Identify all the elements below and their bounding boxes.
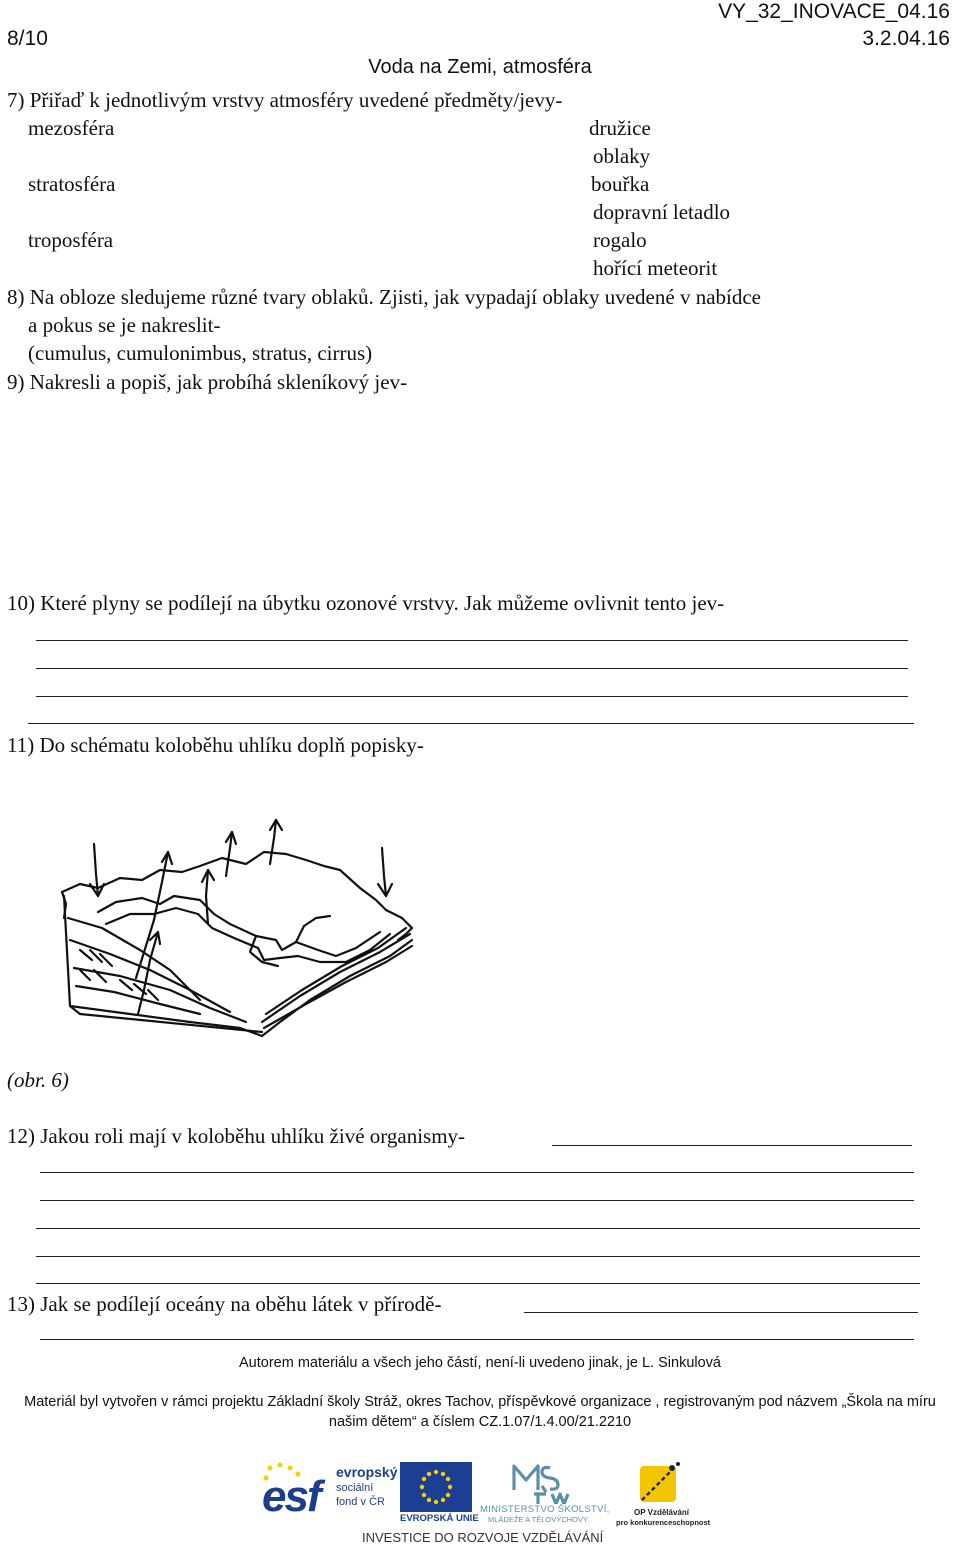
layer-troposfera: troposféra [28,228,114,252]
answer-line[interactable] [524,1312,918,1313]
item-dopravni-letadlo: dopravní letadlo [593,200,731,224]
question-10: 10) Které plyny se podílejí na úbytku ozonové vrstvy. Jak můžeme ovlivnit tento jev- [7,591,725,615]
document-date: 3.2.04.16 [862,27,950,50]
answer-line[interactable] [40,1172,914,1173]
question-12: 12) Jakou roli mají v koloběhu uhlíku živé organismy- [7,1124,466,1148]
op-line2: pro konkurenceschopnost [616,1518,711,1527]
item-bourka: bouřka [591,172,650,196]
document-code: VY_32_INOVACE_04.16 [718,0,950,23]
answer-line[interactable] [40,1339,914,1340]
msmt-logo [480,1460,610,1528]
esf-text-socialni: sociální [336,1482,374,1494]
answer-line[interactable] [36,668,908,669]
msmt-line2: MLÁDEŽE A TĚLOVÝCHOVY [488,1515,588,1524]
page-number: 8/10 [7,27,48,50]
project-note: Materiál byl vytvořen v rámci projektu Základní školy Stráž, okres Tachov, příspěvkové organizace , registrovaným pod názvem „Škola na míru [24,1394,936,1410]
item-horici-meteorit: hořící meteorit [593,256,718,280]
answer-line[interactable] [36,1228,920,1229]
answer-line[interactable] [36,696,908,697]
project-number: našim dětem“ a číslem CZ.1.07/1.4.00/21.2210 [328,1414,632,1430]
op-logo [616,1460,711,1528]
answer-line[interactable] [40,1200,914,1201]
msmt-line1: MINISTERSTVO ŠKOLSTVÍ, [480,1504,610,1515]
question-8-clouds: (cumulus, cumulonimbus, stratus, cirrus) [28,341,373,365]
op-line1: OP Vzdělávání [634,1508,689,1517]
esf-wordmark: esf [262,1472,320,1521]
answer-line[interactable] [28,723,914,724]
esf-text-evropsky: evropský [336,1464,398,1480]
question-7: 7) Přiřaď k jednotlivým vrstvy atmosféry uvedené předměty/jevy- [7,88,563,112]
question-11: 11) Do schématu koloběhu uhlíku doplň popisky- [7,733,424,757]
layer-mezosfera: mezosféra [28,116,115,140]
carbon-cycle-diagram [50,800,430,1050]
author-note: Autorem materiálu a všech jeho částí, není-li uvedeno jinak, je L. Sinkulová [239,1355,721,1371]
answer-line[interactable] [36,1256,920,1257]
subject-title: Voda na Zemi, atmosféra [368,56,592,78]
answer-line[interactable] [36,640,908,641]
answer-line[interactable] [552,1145,912,1146]
question-9: 9) Nakresli a popiš, jak probíhá skleníkový jev- [7,370,408,394]
eu-logo [400,1462,479,1526]
layer-stratosfera: stratosféra [28,172,116,196]
investment-banner: INVESTICE DO ROZVOJE VZDĚLÁVÁNÍ [362,1530,604,1545]
eu-label: EVROPSKÁ UNIE [400,1513,479,1524]
answer-line[interactable] [36,1283,920,1284]
question-13: 13) Jak se podílejí oceány na oběhu látek v přírodě- [7,1292,442,1316]
question-8-line2: a pokus se je nakreslit- [28,313,221,337]
question-8: 8) Na obloze sledujeme různé tvary oblaků. Zjisti, jak vypadají oblaky uvedené v nabídce [7,285,762,309]
item-oblaky: oblaky [593,144,651,168]
item-druzice: družice [589,116,651,140]
item-rogalo: rogalo [593,228,647,252]
esf-logo [262,1460,398,1526]
esf-text-fond: fond v ČR [336,1496,385,1508]
figure-caption: (obr. 6) [7,1068,69,1092]
